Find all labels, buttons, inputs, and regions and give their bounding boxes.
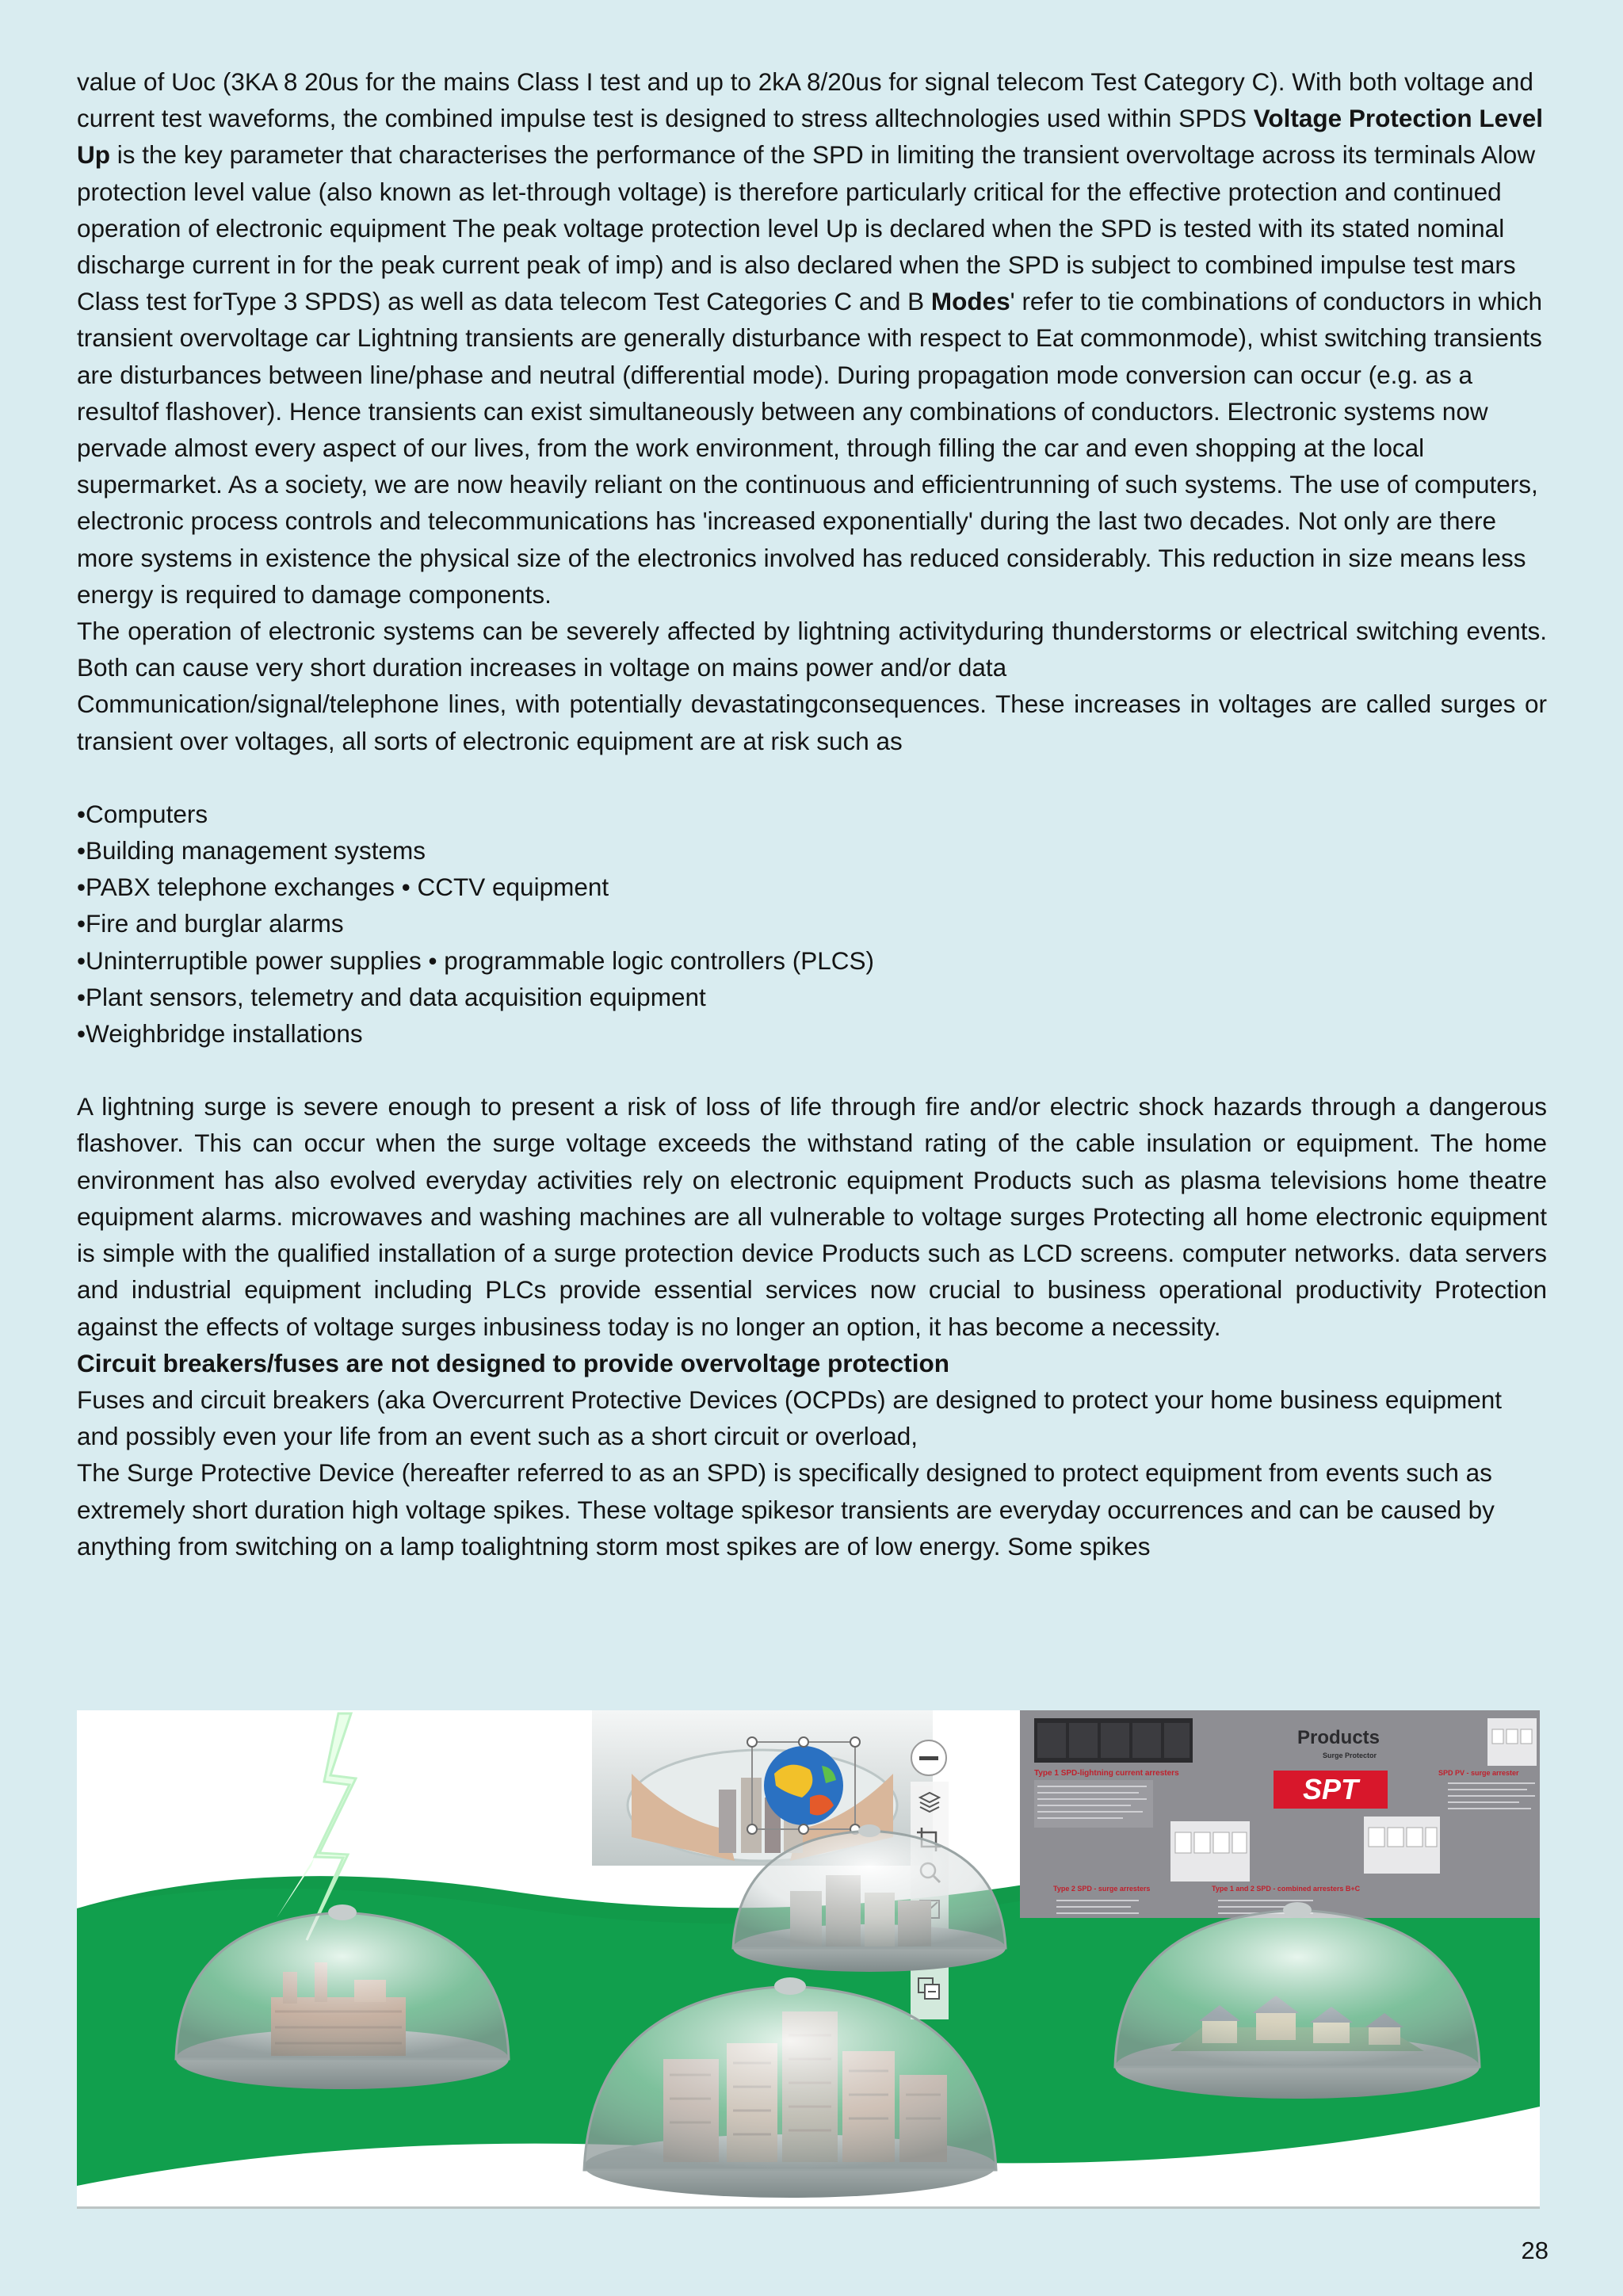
equipment-list <box>77 796 1547 1052</box>
svg-text:SPT: SPT <box>1302 1773 1359 1805</box>
products-subtitle: Surge Protector <box>1323 1752 1377 1759</box>
illustration-svg <box>77 1710 1540 2206</box>
page-number: 28 <box>1521 2237 1549 2264</box>
paragraph-spd: The Surge Protective Device (hereafter referred to as an SPD) is specifically designed to protect equipment from events such as extremely short duration high voltage spikes. These voltage spikesor transients are everyday occurrences and can be caused by anything from switching on a lamp toalightning storm most spikes are of low energy. Some spikes <box>77 1458 1495 1561</box>
term-voltage-protection-level: Voltage Protection Level Up <box>77 104 1543 170</box>
type2-label: Type 2 SPD - surge arresters <box>1053 1885 1151 1893</box>
products-title: Products <box>1297 1727 1381 1748</box>
list-item: •Plant sensors, telemetry and data acquisition equipment <box>77 982 706 1011</box>
spt-logo <box>1274 1771 1388 1809</box>
list-item: •Computers <box>77 799 208 828</box>
intro-lead-text: value of Uoc (3KA 8 20us for the mains Class I test and up to 2kA 8/20us for signal telecom Test Category C). With both voltage and current test waveforms, the combined impulse test is designed to stress alltechnologies used within SPDS <box>77 67 1533 133</box>
intro-tail-text: ' refer to tie combinations of conductors in which transient overvoltage car Lightning transients are generally disturbance with respect to Eat commonmode), whist switching transients are disturbances between line/phase and neutral (differential mode). During propagation mode conversion can occur (e.g. as a resultof flashover). Hence transients can exist simultaneously between any combinations of conductors. Electronic systems now pervade almost every aspect of our lives, from the work environment, through filling the car and even shopping at the local supermarket. As a society, we are now heavily reliant on the continuous and efficientrunning of such systems. The use of computers, electronic process controls and telecommunications has 'increased exponentially' during the last two decades. Not only are there more systems in existence the physical size of the electronics involved has reduced considerably. This reduction in size means less energy is required to damage components. <box>77 287 1543 609</box>
list-item: •Weighbridge installations <box>77 1019 363 1049</box>
list-item: •Uninterruptible power supplies • programmable logic controllers (PLCS) <box>77 946 874 975</box>
list-item: •Fire and burglar alarms <box>77 909 344 938</box>
intro-mid-text: is the key parameter that characterises the performance of the SPD in limiting the transient overvoltage across its terminals Alow protection level value (also known as let-through voltage) is therefore particularly critical for the effective protection and continued operation of electronic equipment The peak voltage protection level Up is declared when the SPD is tested with its stated nominal discharge current in for the peak current peak of imp) and is also declared when the SPD is subject to combined impulse test mars Class test forType 3 SPDS) as well as data telecom Test Categories C and B <box>77 140 1536 316</box>
pv-label: SPD PV - surge arrester <box>1438 1769 1519 1777</box>
paragraph-intro <box>77 63 1547 613</box>
products-panel <box>1020 1710 1540 1918</box>
surge-protection-illustration <box>77 1710 1540 2209</box>
paragraph-fuses: Fuses and circuit breakers (aka Overcurrent Protective Devices (OCPDs) are designed to protect your home business equipment and possibly even your life from an event such as a short circuit or overload, <box>77 1385 1503 1451</box>
document-body <box>77 63 1547 1564</box>
paragraph-communication: Communication/signal/telephone lines, with potentially devastatingconsequences. These increases in voltages are called surges or transient over voltages, all sorts of electronic equipment are at risk such as <box>77 690 1547 755</box>
paragraph-operation: The operation of electronic systems can be severely affected by lightning activityduring thunderstorms or electrical switching events. Both can cause very short duration increases in voltage on mains power and/or data <box>77 617 1547 682</box>
list-item: •Building management systems <box>77 836 426 865</box>
section-heading: Circuit breakers/fuses are not designed to provide overvoltage protection <box>77 1348 950 1377</box>
list-item: •PABX telephone exchanges • CCTV equipment <box>77 873 609 902</box>
type12-label: Type 1 and 2 SPD - combined arresters B+C <box>1212 1885 1361 1893</box>
paragraph-lightning-surge: A lightning surge is severe enough to present a risk of loss of life through fire and/or electric shock hazards through a dangerous flashover. This can occur when the surge voltage exceeds the withstand rating of the cable insulation or equipment. The home environment has also evolved everyday activities rely on electronic equipment Products such as plasma televisions home theatre equipment alarms. microwaves and washing machines are all vulnerable to voltage surges Protecting all home electronic equipment is simple with the qualified installation of a surge protection device Products such as LCD screens. computer networks. data servers and industrial equipment including PLCs provide essential services now crucial to business operational productivity Protection against the effects of voltage surges inbusiness today is no longer an option, it has become a necessity. <box>77 1092 1547 1341</box>
term-modes: Modes <box>930 287 1010 316</box>
type1-label: Type 1 SPD-lightning current arresters <box>1034 1769 1179 1778</box>
